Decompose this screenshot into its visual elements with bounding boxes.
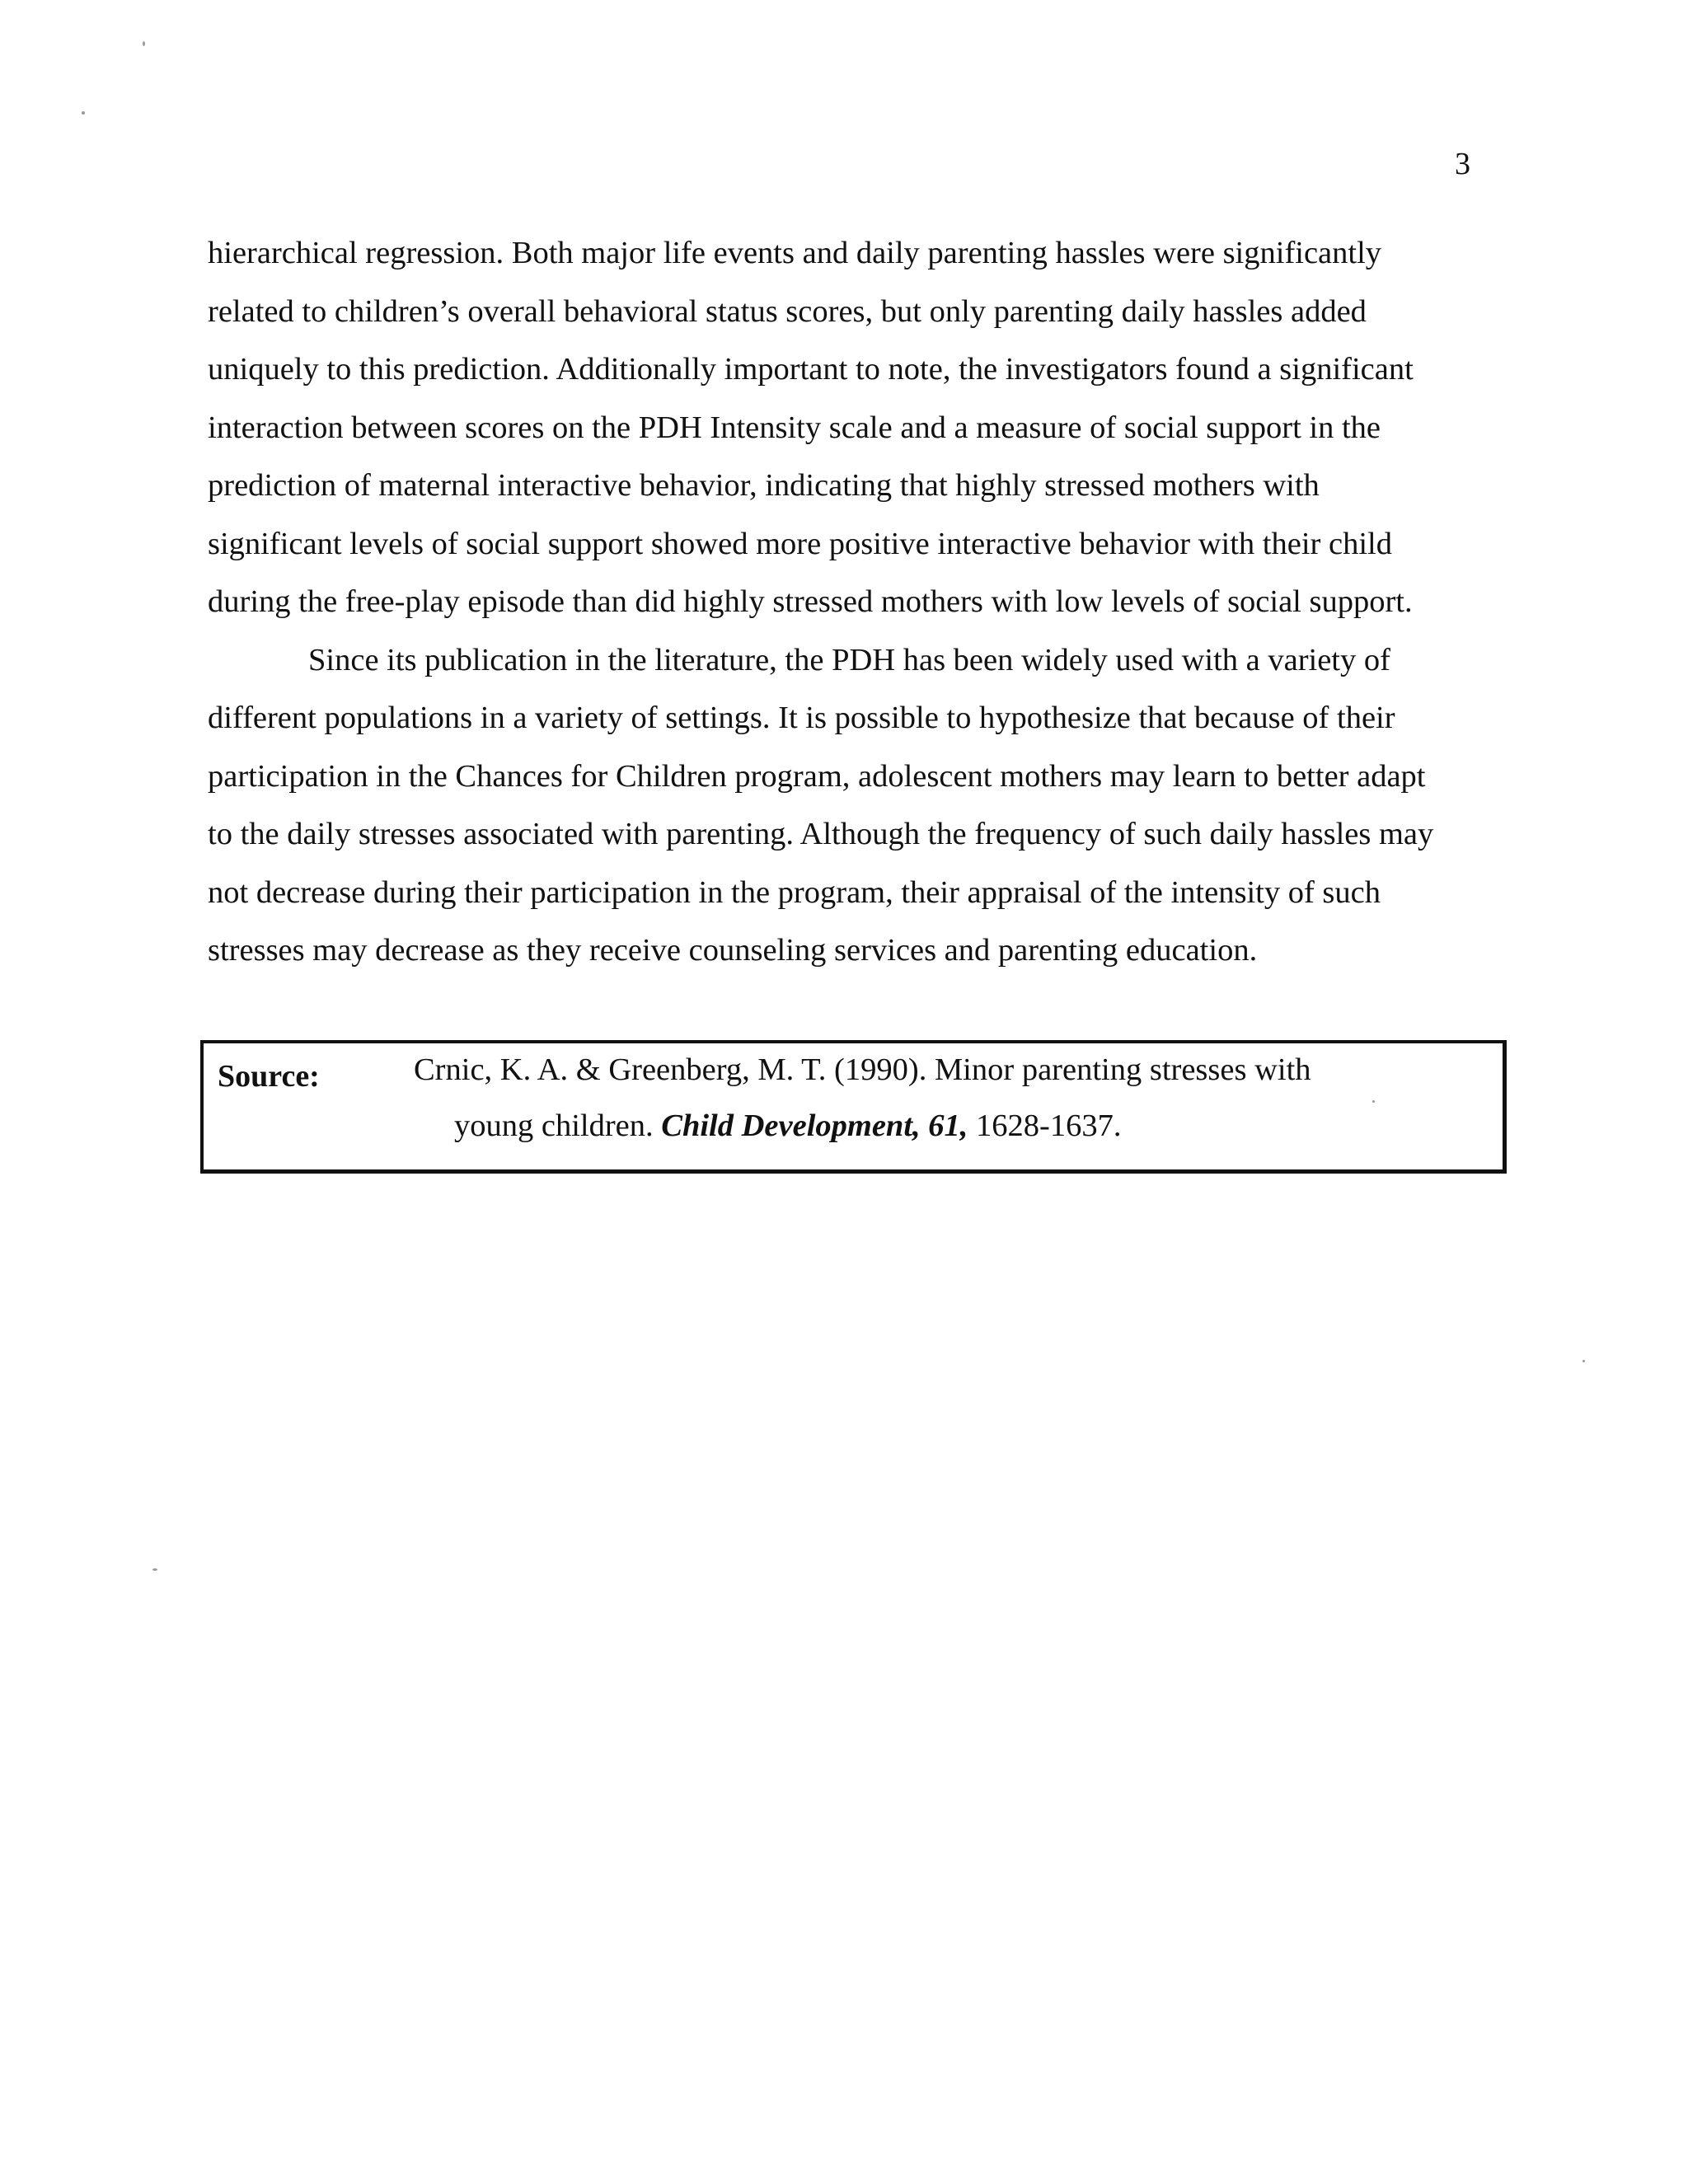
citation-authors: Crnic, K. A. & Greenberg, M. T. (1990). Minor parenting stresses with <box>414 1052 1311 1087</box>
scan-speck <box>82 111 85 115</box>
scan-speck <box>152 1568 157 1571</box>
citation-journal: Child Development, 61, <box>661 1108 968 1143</box>
source-label: Source: <box>218 1059 320 1094</box>
text-line: significant levels of social support showed more positive interactive behavior with their child <box>208 526 1392 561</box>
text-line: interaction between scores on the PDH Intensity scale and a measure of social support in the <box>208 410 1381 445</box>
paragraph-regression-findings <box>208 224 1493 631</box>
text-line: to the daily stresses associated with parenting. Although the frequency of such daily hassles may <box>208 817 1434 851</box>
citation-publication <box>454 1108 1122 1144</box>
text-line: stresses may decrease as they receive counseling services and parenting education. <box>208 933 1258 968</box>
text-line: prediction of maternal interactive behavior, indicating that highly stressed mothers with <box>208 468 1320 503</box>
text-line: not decrease during their participation in the program, their appraisal of the intensity of such <box>208 874 1381 910</box>
scan-speck <box>1372 1100 1375 1103</box>
text-line: uniquely to this prediction. Additionally important to note, the investigators found a significant <box>208 352 1414 387</box>
citation-pages: 1628-1637. <box>968 1108 1122 1143</box>
scan-speck <box>1582 1360 1585 1362</box>
text-line: Since its publication in the literature, the PDH has been widely used with a variety of <box>308 642 1390 677</box>
page-number: 3 <box>1455 147 1470 181</box>
text-line: hierarchical regression. Both major life events and daily parenting hassles were significantly <box>208 236 1382 270</box>
body-text <box>208 224 1493 980</box>
text-line: during the free-play episode than did highly stressed mothers with low levels of social support. <box>208 584 1413 619</box>
text-line: different populations in a variety of settings. It is possible to hypothesize that because of their <box>208 701 1395 735</box>
scan-speck <box>143 41 145 46</box>
source-citation-box <box>200 1040 1507 1174</box>
citation-title-end: young children. <box>454 1108 662 1143</box>
text-line: participation in the Chances for Children program, adolescent mothers may learn to better adapt <box>208 758 1426 794</box>
text-line: related to children’s overall behavioral status scores, but only parenting daily hassles added <box>208 293 1367 329</box>
paragraph-pdh-usage <box>208 631 1493 980</box>
